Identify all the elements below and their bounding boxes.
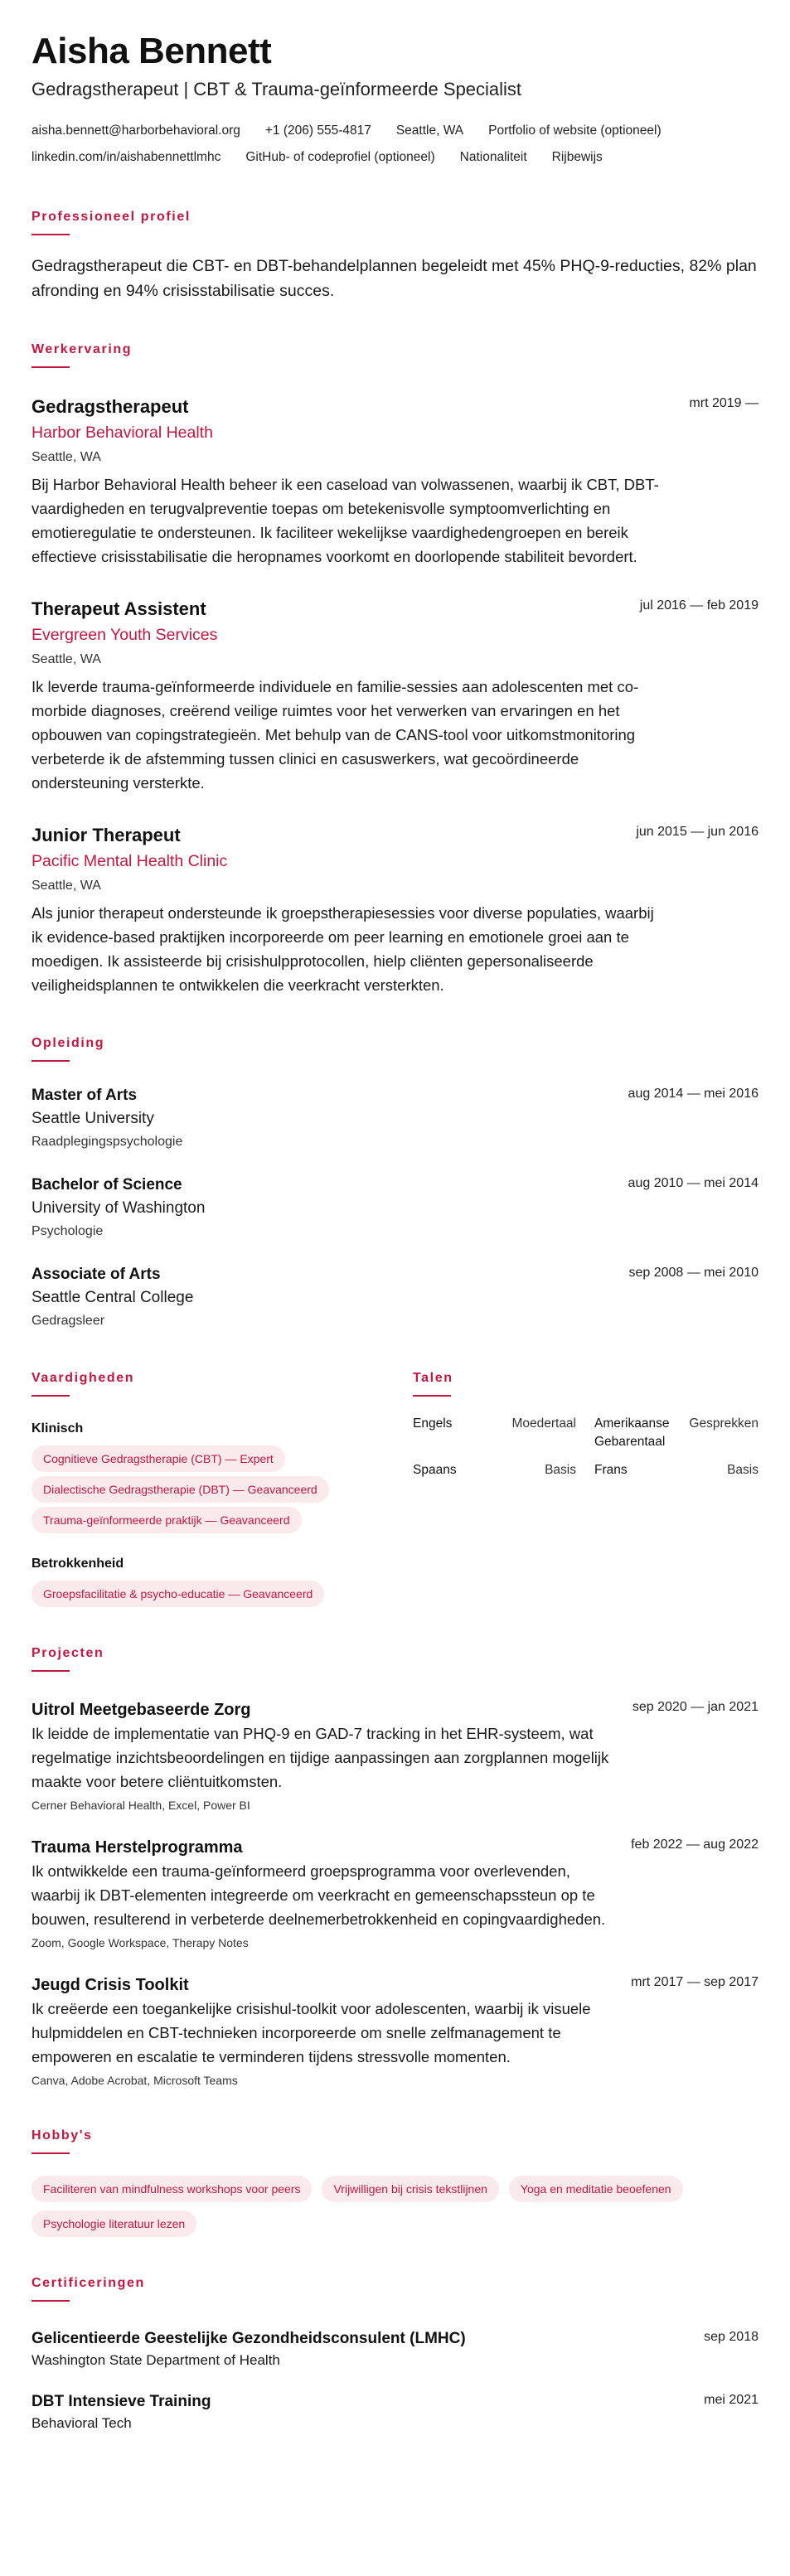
field-of-study: Gedragsleer [32, 1314, 105, 1328]
entry-date: sep 2008 — mei 2010 [628, 1266, 758, 1280]
education-entry [32, 1174, 758, 1242]
entry-date: mei 2021 [704, 2393, 758, 2407]
language-name: Frans [594, 1463, 628, 1477]
project-entry [32, 1698, 758, 1814]
certification-name: DBT Intensieve Training [32, 2393, 211, 2410]
section-divider [413, 1395, 451, 1397]
skills-section [32, 1370, 413, 1607]
entry-date: mrt 2017 — sep 2017 [631, 1975, 758, 1989]
contact-portfolio[interactable]: Portfolio of website (optioneel) [488, 123, 662, 138]
degree: Bachelor of Science [32, 1176, 182, 1194]
certification-entry [32, 2328, 758, 2371]
education-section [32, 1035, 758, 1332]
skill-tag: Cognitieve Gedragstherapie (CBT) — Expert [32, 1445, 285, 1472]
school: Seattle Central College [32, 1289, 194, 1306]
language-level: Basis [727, 1463, 758, 1477]
skill-tag: Trauma-geïnformeerde praktijk — Geavanceerd [32, 1507, 302, 1533]
language-item [413, 1461, 588, 1479]
certification-name: Gelicentieerde Geestelijke Gezondheidsconsulent (LMHC) [32, 2330, 466, 2347]
profile-summary: Gedragstherapeut die CBT- en DBT-behandelplannen begeleidt met 45% PHQ-9-reducties, 82% plan afronding en 94% crisisstabilisatie succes. [32, 257, 757, 300]
contact-nationality: Nationaliteit [459, 150, 527, 164]
skills-languages-row [32, 1370, 758, 1607]
project-title: Uitrol Meetgebaseerde Zorg [32, 1701, 251, 1719]
entry-date: sep 2018 [704, 2330, 758, 2344]
language-name: Engels [413, 1416, 453, 1431]
project-description: Ik leidde de implementatie van PHQ-9 en GAD-7 tracking in het EHR-systeem, wat regelmatige inzichtsbeoordelingen en tijdige aanpassingen aan zorgplannen mogelijk maakte voor betere cliëntuitkomsten. [32, 1725, 609, 1790]
section-title: Opleiding [32, 1036, 105, 1050]
skill-tags [32, 1576, 413, 1607]
project-description: Ik creëerde een toegankelijke crisishul-toolkit voor adolescenten, waarbij ik visuele hulpmiddelen en CBT-technieken incorporeerde om snelle zelfmanagement te empoweren en escalatie te verminderen tijdens stressvolle momenten. [32, 2000, 591, 2065]
education-entry [32, 1085, 758, 1153]
section-title: Vaardigheden [32, 1371, 135, 1385]
hobby-tag: Yoga en meditatie beoefenen [509, 2176, 683, 2202]
entry-date: feb 2022 — aug 2022 [631, 1838, 758, 1852]
section-divider [32, 1060, 70, 1062]
school: Seattle University [32, 1110, 154, 1127]
languages-section [413, 1370, 758, 1607]
project-description: Ik ontwikkelde een trauma-geïnformeerd groepsprogramma voor overlevenden, waarbij ik DBT-elementen integreerde om veerkracht en gemeenschapssteun op te bouwen, resulterend in verbeterde deelnemerbetrokkenheid en copingvaardigheden. [32, 1862, 606, 1928]
candidate-name: Aisha Bennett [32, 31, 272, 71]
experience-entry [32, 823, 758, 997]
project-entry [32, 1836, 758, 1952]
section-title: Hobby's [32, 2128, 93, 2143]
company-name: Evergreen Youth Services [32, 626, 218, 644]
language-level: Basis [545, 1463, 576, 1477]
language-list [413, 1415, 758, 1479]
language-item [588, 1461, 758, 1479]
degree: Master of Arts [32, 1087, 138, 1104]
section-title: Talen [413, 1371, 453, 1385]
section-divider [32, 2152, 70, 2154]
contact-phone[interactable]: +1 (206) 555-4817 [264, 123, 371, 138]
section-title: Werkervaring [32, 342, 133, 356]
contact-email[interactable]: aisha.bennett@harborbehavioral.org [32, 123, 240, 138]
language-item [588, 1415, 758, 1451]
job-description: Ik leverde trauma-geïnformeerde individuele en familie-sessies aan adolescenten met co-morbide diagnoses, creërend veilige ruimtes voor het verwerken van ervaringen en het opbouwen van copingstrategieën. Met behulp van de CANS-tool voor uitkomstmonitoring verbeterde ik de afstemming tussen clinici en casuswerkers, wat gecoördineerde ondersteuning versterkte. [32, 678, 639, 792]
company-name: Pacific Mental Health Clinic [32, 852, 228, 870]
language-level: Gesprekken [689, 1416, 758, 1431]
skill-group-title: Klinisch [32, 1421, 84, 1436]
section-title: Projecten [32, 1646, 104, 1660]
certification-issuer: Washington State Department of Health [32, 2352, 280, 2368]
job-title: Gedragstherapeut [32, 396, 189, 417]
certification-entry [32, 2391, 758, 2434]
skill-tag: Dialectische Gedragstherapie (DBT) — Geavanceerd [32, 1476, 329, 1503]
entry-date: jun 2015 — jun 2016 [636, 825, 758, 839]
job-title: Therapeut Assistent [32, 598, 206, 619]
project-title: Trauma Herstelprogramma [32, 1838, 243, 1857]
entry-date: mrt 2019 — [689, 396, 758, 410]
language-name: Spaans [413, 1463, 457, 1477]
project-tools: Canva, Adobe Acrobat, Microsoft Teams [32, 2074, 238, 2087]
job-location: Seattle, WA [32, 450, 101, 464]
certifications-section [32, 2275, 758, 2434]
entry-date: jul 2016 — feb 2019 [639, 598, 758, 613]
section-divider [32, 234, 70, 235]
entry-date: aug 2014 — mei 2016 [628, 1087, 758, 1101]
job-location: Seattle, WA [32, 652, 101, 666]
hobby-tag: Psychologie literatuur lezen [32, 2210, 196, 2237]
experience-entry [32, 395, 758, 569]
candidate-headline: Gedragstherapeut | CBT & Trauma-geïnformeerde Specialist [32, 79, 522, 99]
job-title: Junior Therapeut [32, 825, 181, 845]
project-tools: Zoom, Google Workspace, Therapy Notes [32, 1936, 249, 1949]
job-description: Als junior therapeut ondersteunde ik groepstherapiesessies voor diverse populaties, waarbij ik evidence-based praktijken incorporeerde om peer learning en emotionele groei aan te moedigen. Ik assisteerde bij crisishulpprotocollen, hielp cliënten gepersonaliseerde veiligheidsplannen te ontwikkelen die veerkracht versterkten. [32, 904, 654, 994]
section-title: Professioneel profiel [32, 210, 191, 224]
job-location: Seattle, WA [32, 879, 101, 893]
hobby-tags [32, 2176, 758, 2237]
entry-date: aug 2010 — mei 2014 [628, 1176, 758, 1190]
field-of-study: Psychologie [32, 1224, 104, 1238]
experience-entry [32, 597, 758, 795]
job-description: Bij Harbor Behavioral Health beheer ik een caseload van volwassenen, waarbij ik CBT, DBT-vaardigheden en terugvalpreventie toepas om betekenisvolle symptoomverlichting en emotieregulatie te ondersteunen. Ik faciliteer wekelijkse vaardighedengroepen en bereik effectieve crisisstabilisatie die heropnames voorkomt en doorlopende stabiliteit bevordert. [32, 476, 659, 565]
language-name: Amerikaanse Gebarentaal [594, 1416, 670, 1449]
company-name: Harbor Behavioral Health [32, 424, 213, 442]
contact-location: Seattle, WA [395, 123, 464, 138]
certification-issuer: Behavioral Tech [32, 2415, 132, 2431]
section-divider [32, 366, 70, 368]
contact-list [32, 118, 758, 171]
hobby-tag: Vrijwilligen bij crisis tekstlijnen [322, 2176, 498, 2202]
project-entry [32, 1973, 758, 2089]
entry-date: sep 2020 — jan 2021 [632, 1700, 758, 1714]
school: University of Washington [32, 1199, 206, 1217]
language-level: Moedertaal [511, 1416, 576, 1431]
skill-tag: Groepsfacilitatie & psycho-educatie — Geavanceerd [32, 1581, 324, 1607]
contact-github[interactable]: GitHub- of codeprofiel (optioneel) [245, 150, 435, 164]
contact-linkedin[interactable]: linkedin.com/in/aishabennettlmhc [32, 150, 221, 164]
project-title: Jeugd Crisis Toolkit [32, 1976, 189, 1994]
skill-group-title: Betrokkenheid [32, 1557, 124, 1571]
education-entry [32, 1264, 758, 1332]
contact-drivers-license: Rijbewijs [551, 150, 603, 164]
skill-tags [32, 1441, 413, 1533]
projects-section [32, 1645, 758, 2089]
section-title: Certificeringen [32, 2276, 145, 2290]
hobbies-section [32, 2128, 758, 2237]
project-tools: Cerner Behavioral Health, Excel, Power BI [32, 1799, 250, 1812]
language-item [413, 1415, 588, 1451]
section-divider [32, 2300, 70, 2302]
section-divider [32, 1670, 70, 1672]
hobby-tag: Faciliteren van mindfulness workshops voor peers [32, 2176, 312, 2202]
experience-section [32, 341, 758, 997]
profile-section [32, 209, 758, 303]
field-of-study: Raadplegingspsychologie [32, 1135, 183, 1149]
section-divider [32, 1395, 70, 1397]
degree: Associate of Arts [32, 1266, 161, 1283]
